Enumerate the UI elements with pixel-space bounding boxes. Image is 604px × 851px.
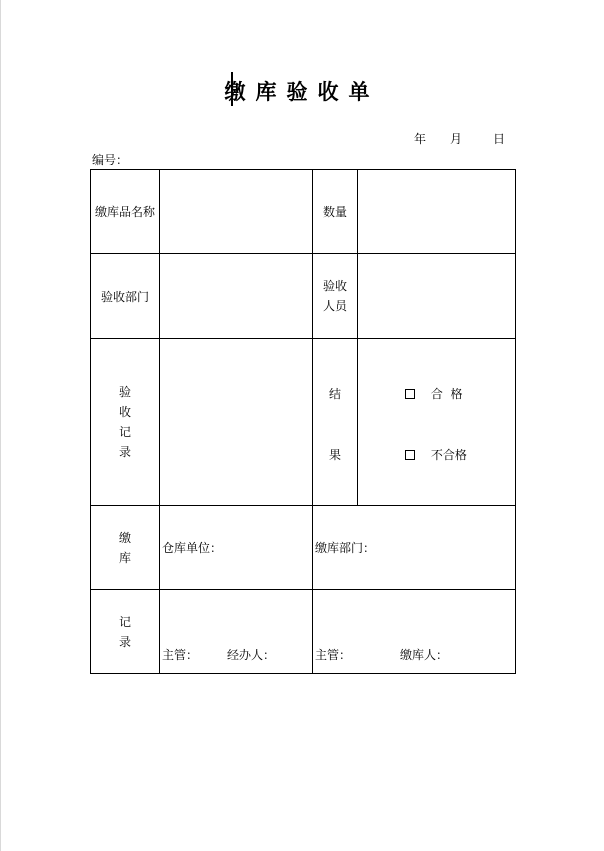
result-options	[358, 339, 516, 506]
inspector-label	[313, 254, 358, 339]
note-label	[91, 590, 160, 674]
inspector-label-line-2: 人员	[322, 299, 347, 313]
record-char: 录	[118, 445, 131, 459]
deposit-dept-cell[interactable]	[313, 506, 516, 590]
result-char: 结	[329, 387, 342, 401]
result-char: 果	[329, 448, 342, 462]
deposit-sign-cell[interactable]	[313, 590, 516, 674]
acceptance-form-table	[90, 169, 516, 674]
product-name-label: 缴库品名称	[91, 170, 160, 254]
supervisor-label-2: 主管：	[315, 648, 352, 662]
note-char: 录	[118, 634, 131, 649]
date-month-label: 月	[450, 132, 463, 146]
date-year-label: 年	[414, 132, 427, 146]
depositor-label: 缴库人：	[400, 648, 449, 662]
inspector-label-line-1: 验收	[322, 279, 347, 293]
record-field[interactable]	[160, 339, 313, 506]
fail-checkbox-icon[interactable]	[405, 450, 415, 460]
number-label: 编号：	[92, 153, 129, 167]
fail-option-label: 不合格	[430, 448, 467, 462]
product-name-field[interactable]	[160, 170, 313, 254]
handler-label: 经办人：	[227, 648, 276, 662]
deposit-char: 库	[118, 550, 131, 565]
pass-checkbox-icon[interactable]	[405, 389, 415, 399]
fail-option[interactable]	[405, 446, 467, 463]
warehouse-unit-label: 仓库单位：	[162, 541, 223, 555]
warehouse-sign-cell[interactable]	[160, 590, 313, 674]
inspect-dept-label: 验收部门	[91, 254, 160, 339]
quantity-field[interactable]	[358, 170, 516, 254]
deposit-label	[91, 506, 160, 590]
record-char: 收	[118, 405, 131, 419]
date-day-label: 日	[493, 132, 506, 146]
page-edge	[0, 0, 1, 851]
deposit-dept-label: 缴库部门：	[315, 541, 376, 555]
record-char: 验	[118, 385, 131, 399]
pass-option[interactable]	[405, 385, 462, 402]
deposit-char: 缴	[118, 530, 131, 545]
quantity-label: 数量	[313, 170, 358, 254]
record-char: 记	[118, 425, 131, 439]
record-label	[91, 339, 160, 506]
result-label	[313, 339, 358, 506]
pass-option-label: 合 格	[430, 387, 463, 401]
form-title: 缴库验收单	[224, 80, 380, 104]
inspect-dept-field[interactable]	[160, 254, 313, 339]
warehouse-unit-cell[interactable]	[160, 506, 313, 590]
inspector-field[interactable]	[358, 254, 516, 339]
supervisor-label: 主管：	[162, 648, 199, 662]
note-char: 记	[118, 614, 131, 629]
